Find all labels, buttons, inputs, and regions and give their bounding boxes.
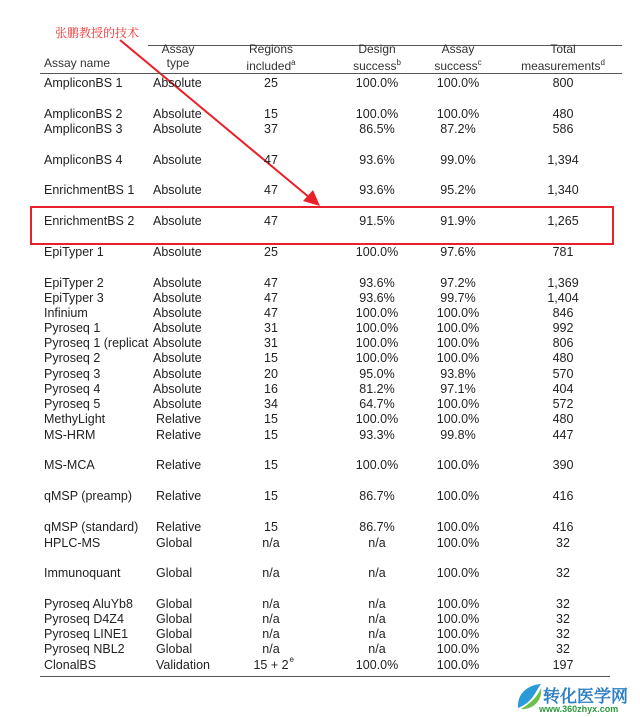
cell-total: 32 xyxy=(556,566,570,580)
cell-design-success: 93.6% xyxy=(359,153,395,167)
cell-assay-name: Pyroseq NBL2 xyxy=(44,642,125,656)
cell-total: 32 xyxy=(556,627,570,641)
cell-regions: 15 xyxy=(264,458,278,472)
cell-assay-name: Pyroseq 3 xyxy=(44,367,101,381)
cell-design-success: n/a xyxy=(368,566,386,580)
cell-total: 32 xyxy=(556,642,570,656)
cell-assay-type: Global xyxy=(156,566,193,580)
cell-assay-success: 100.0% xyxy=(436,520,480,534)
cell-total: 781 xyxy=(552,245,574,259)
cell-assay-type: Absolute xyxy=(153,153,202,167)
cell-assay-type: Absolute xyxy=(153,214,202,228)
cell-regions: n/a xyxy=(262,597,280,611)
cell-design-success: 93.6% xyxy=(359,276,395,290)
cell-assay-success: 100.0% xyxy=(436,658,480,672)
cell-assay-type: Global xyxy=(156,597,193,611)
cell-assay-type: Relative xyxy=(156,520,202,534)
cell-regions: 31 xyxy=(264,321,278,335)
cell-design-success: n/a xyxy=(368,642,386,656)
cell-assay-success: 97.2% xyxy=(440,276,476,290)
cell-total: 586 xyxy=(552,122,574,136)
cell-regions: 47 xyxy=(264,153,278,167)
cell-regions: 15 xyxy=(264,412,278,426)
cell-design-success: 86.7% xyxy=(359,520,395,534)
cell-regions: 15 xyxy=(264,520,278,534)
cell-assay-type: Global xyxy=(156,612,193,626)
cell-assay-type: Absolute xyxy=(153,183,202,197)
cell-assay-name: EpiTyper 1 xyxy=(44,245,104,259)
cell-assay-success: 100.0% xyxy=(436,458,480,472)
cell-regions: 25 xyxy=(264,76,278,90)
header-regions: Regions included$^a$ xyxy=(246,42,296,73)
cell-assay-type: Absolute xyxy=(153,276,202,290)
cell-assay-success: 100.0% xyxy=(436,351,480,365)
cell-assay-name: Pyroseq D4Z4 xyxy=(44,612,124,626)
cell-assay-success: 100.0% xyxy=(436,76,480,90)
cell-total: 846 xyxy=(552,306,574,320)
cell-regions: 20 xyxy=(264,367,278,381)
cell-assay-success: 87.2% xyxy=(440,122,476,136)
cell-total: 800 xyxy=(552,76,574,90)
cell-assay-success: 100.0% xyxy=(436,627,480,641)
cell-design-success: n/a xyxy=(368,597,386,611)
watermark-logo: 转化医学网 www.360zhyx.com xyxy=(515,682,543,715)
cell-assay-success: 100.0% xyxy=(436,397,480,411)
cell-assay-type: Relative xyxy=(156,458,202,472)
cell-total: 572 xyxy=(552,397,574,411)
cell-regions: n/a xyxy=(262,612,280,626)
cell-total: 197 xyxy=(552,658,574,672)
cell-total: 480 xyxy=(552,351,574,365)
cell-design-success: 100.0% xyxy=(355,321,399,335)
cell-assay-type: Absolute xyxy=(153,76,202,90)
cell-regions: 47 xyxy=(264,276,278,290)
cell-assay-type: Absolute xyxy=(153,107,202,121)
cell-design-success: n/a xyxy=(368,612,386,626)
cell-assay-type: Absolute xyxy=(153,351,202,365)
cell-regions: 25 xyxy=(264,245,278,259)
cell-design-success: 81.2% xyxy=(359,382,395,396)
cell-assay-name: AmpliconBS 1 xyxy=(44,76,123,90)
cell-total: 1,394 xyxy=(547,153,579,167)
cell-total: 480 xyxy=(552,412,574,426)
cell-design-success: 86.5% xyxy=(359,122,395,136)
cell-assay-success: 93.8% xyxy=(440,367,476,381)
cell-regions: 47 xyxy=(264,183,278,197)
cell-assay-name: ClonalBS xyxy=(44,658,97,672)
cell-assay-name: Immunoquant xyxy=(44,566,121,580)
cell-assay-type: Absolute xyxy=(153,122,202,136)
cell-assay-type: Absolute xyxy=(153,306,202,320)
highlight-box xyxy=(30,206,614,245)
cell-design-success: 100.0% xyxy=(355,658,399,672)
footnote-mark: e xyxy=(289,655,294,664)
cell-assay-type: Absolute xyxy=(153,397,202,411)
cell-assay-type: Global xyxy=(156,627,193,641)
cell-assay-type: Absolute xyxy=(153,291,202,305)
cell-assay-type: Global xyxy=(156,536,193,550)
cell-total: 404 xyxy=(552,382,574,396)
bottom-rule xyxy=(40,676,610,677)
cell-regions: n/a xyxy=(262,642,280,656)
cell-total: 1,404 xyxy=(547,291,579,305)
cell-assay-name: MS-MCA xyxy=(44,458,95,472)
cell-assay-name: Pyroseq 1 xyxy=(44,321,101,335)
header-assay-type: Assay type xyxy=(161,42,195,70)
cell-assay-type: Absolute xyxy=(153,245,202,259)
cell-regions: 34 xyxy=(264,397,278,411)
header-design-success: Design success$^b$ xyxy=(353,42,401,73)
cell-assay-type: Relative xyxy=(156,412,202,426)
cell-assay-name: HPLC-MS xyxy=(44,536,101,550)
cell-design-success: n/a xyxy=(368,536,386,550)
cell-design-success: 100.0% xyxy=(355,336,399,350)
cell-total: 480 xyxy=(552,107,574,121)
cell-assay-success: 100.0% xyxy=(436,612,480,626)
cell-assay-success: 100.0% xyxy=(436,306,480,320)
cell-design-success: 100.0% xyxy=(355,76,399,90)
cell-assay-success: 100.0% xyxy=(436,107,480,121)
cell-assay-name: AmpliconBS 3 xyxy=(44,122,123,136)
cell-assay-success: 99.8% xyxy=(440,428,476,442)
cell-assay-name: qMSP (preamp) xyxy=(44,489,132,503)
cell-design-success: 86.7% xyxy=(359,489,395,503)
cell-assay-name: qMSP (standard) xyxy=(44,520,139,534)
cell-regions: 47 xyxy=(264,306,278,320)
cell-assay-name: MS-HRM xyxy=(44,428,96,442)
cell-assay-success: 100.0% xyxy=(436,489,480,503)
header-assay-name: Assay name xyxy=(44,56,111,70)
cell-design-success: 100.0% xyxy=(355,412,399,426)
cell-regions: n/a xyxy=(262,627,280,641)
cell-assay-success: 99.7% xyxy=(440,291,476,305)
cell-assay-name: Pyroseq LINE1 xyxy=(44,627,129,641)
annotation-label: 张鹏教授的技术 xyxy=(55,26,140,40)
cell-total: 416 xyxy=(552,520,574,534)
cell-total: 806 xyxy=(552,336,574,350)
cell-total: 1,265 xyxy=(547,214,579,228)
cell-assay-success: 99.0% xyxy=(440,153,476,167)
cell-assay-name: EpiTyper 2 xyxy=(44,276,104,290)
cell-assay-success: 97.6% xyxy=(440,245,476,259)
cell-total: 570 xyxy=(552,367,574,381)
cell-design-success: n/a xyxy=(368,627,386,641)
header-assay-success: Assay success$^c$ xyxy=(434,42,482,73)
cell-assay-success: 100.0% xyxy=(436,642,480,656)
cell-total: 416 xyxy=(552,489,574,503)
cell-assay-name: Pyroseq 1 (replicat xyxy=(44,336,149,350)
cell-assay-name: EnrichmentBS 2 xyxy=(44,214,135,228)
cell-assay-name: Pyroseq 4 xyxy=(44,382,101,396)
cell-design-success: 100.0% xyxy=(355,107,399,121)
cell-assay-success: 97.1% xyxy=(440,382,476,396)
cell-assay-name: Infinium xyxy=(44,306,88,320)
cell-assay-success: 100.0% xyxy=(436,321,480,335)
cell-assay-type: Global xyxy=(156,642,193,656)
cell-design-success: 95.0% xyxy=(359,367,395,381)
cell-assay-name: Pyroseq 2 xyxy=(44,351,101,365)
cell-regions: n/a xyxy=(262,536,280,550)
cell-regions: 15 xyxy=(264,351,278,365)
cell-assay-success: 100.0% xyxy=(436,336,480,350)
cell-assay-name: AmpliconBS 4 xyxy=(44,153,123,167)
cell-assay-name: AmpliconBS 2 xyxy=(44,107,123,121)
cell-total: 390 xyxy=(552,458,574,472)
cell-regions: 47 xyxy=(264,214,278,228)
cell-assay-name: MethyLight xyxy=(44,412,106,426)
cell-assay-success: 100.0% xyxy=(436,536,480,550)
cell-regions: 15 xyxy=(264,428,278,442)
cell-total: 32 xyxy=(556,597,570,611)
cell-assay-success: 100.0% xyxy=(436,412,480,426)
cell-assay-type: Absolute xyxy=(153,382,202,396)
cell-regions: 15 xyxy=(264,489,278,503)
cell-design-success: 64.7% xyxy=(359,397,395,411)
cell-assay-success: 100.0% xyxy=(436,597,480,611)
cell-regions: n/a xyxy=(262,566,280,580)
cell-assay-type: Validation xyxy=(156,658,210,672)
cell-assay-success: 100.0% xyxy=(436,566,480,580)
cell-assay-type: Absolute xyxy=(153,336,202,350)
cell-regions: 15 xyxy=(264,107,278,121)
cell-assay-type: Absolute xyxy=(153,321,202,335)
cell-assay-success: 91.9% xyxy=(440,214,476,228)
cell-total: 447 xyxy=(552,428,574,442)
cell-assay-name: Pyroseq 5 xyxy=(44,397,101,411)
cell-total: 992 xyxy=(552,321,574,335)
cell-assay-type: Relative xyxy=(156,489,202,503)
cell-regions: 47 xyxy=(264,291,278,305)
header-total: Total measurements$^d$ xyxy=(521,42,605,73)
cell-regions: 31 xyxy=(264,336,278,350)
cell-assay-name: EnrichmentBS 1 xyxy=(44,183,135,197)
cell-total: 32 xyxy=(556,612,570,626)
cell-design-success: 93.6% xyxy=(359,183,395,197)
cell-assay-type: Absolute xyxy=(153,367,202,381)
cell-total: 1,369 xyxy=(547,276,579,290)
cell-design-success: 100.0% xyxy=(355,306,399,320)
cell-regions: 15 + 2 xyxy=(253,658,289,672)
cell-design-success: 91.5% xyxy=(359,214,395,228)
cell-design-success: 100.0% xyxy=(355,351,399,365)
cell-regions: 16 xyxy=(264,382,278,396)
cell-total: 1,340 xyxy=(547,183,579,197)
cell-assay-name: Pyroseq AluYb8 xyxy=(44,597,133,611)
cell-design-success: 100.0% xyxy=(355,245,399,259)
cell-assay-success: 95.2% xyxy=(440,183,476,197)
cell-assay-type: Relative xyxy=(156,428,202,442)
header-rule xyxy=(40,73,622,74)
cell-regions: 37 xyxy=(264,122,278,136)
cell-design-success: 93.3% xyxy=(359,428,395,442)
cell-design-success: 93.6% xyxy=(359,291,395,305)
cell-total: 32 xyxy=(556,536,570,550)
cell-design-success: 100.0% xyxy=(355,458,399,472)
cell-assay-name: EpiTyper 3 xyxy=(44,291,104,305)
